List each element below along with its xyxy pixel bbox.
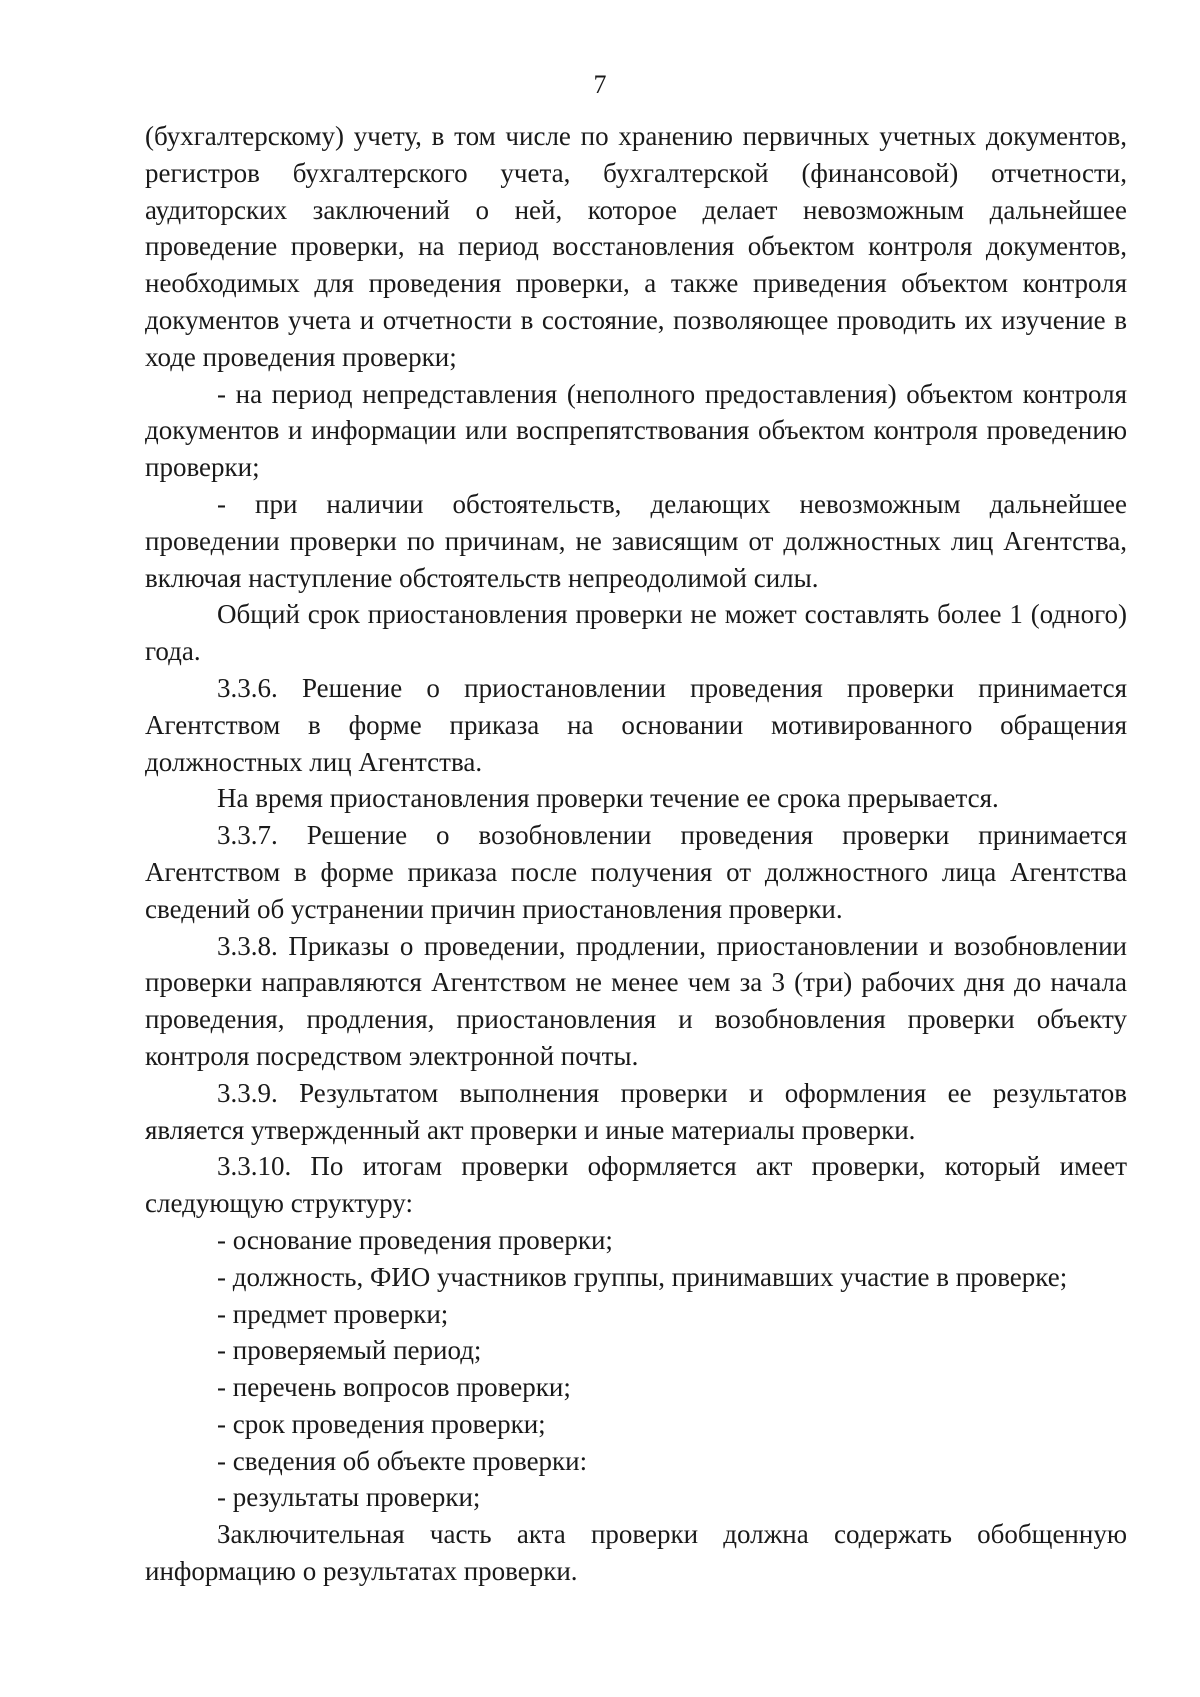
list-item: - перечень вопросов проверки; xyxy=(217,1372,571,1403)
document-body xyxy=(145,118,1127,1590)
paragraph-continuation: (бухгалтерскому) учету, в том числе по хранению первичных учетных документов, регистров бухгалтерского учета, бухгалтерской (финансовой) отчетности, аудиторских заключений о ней, которое делает невозможным дальнейшее проведение проверки, на период восстановления объектом контроля документов, необходимых для проведения проверки, а также приведения объектом контроля документов учета и отчетности в состояние, позволяющее проводить их изучение в ходе проведения проверки; xyxy=(145,121,1127,372)
list-item: - результаты проверки; xyxy=(217,1482,481,1513)
paragraph-item-nonsubmission: - на период непредставления (неполного предоставления) объектом контроля документов и информации или воспрепятствования объектом контроля проведению проверки; xyxy=(145,378,1127,483)
paragraph-suspension-term: Общий срок приостановления проверки не может составлять более 1 (одного) года. xyxy=(145,599,1127,667)
paragraph-3-3-9: 3.3.9. Результатом выполнения проверки и оформления ее результатов является утвержденный акт проверки и иные материалы проверки. xyxy=(145,1077,1127,1145)
list-item: - сведения об объекте проверки: xyxy=(217,1445,588,1476)
paragraph-3-3-7: 3.3.7. Решение о возобновлении проведения проверки принимается Агентством в форме приказа после получения от должностного лица Агентства сведений об устранении причин приостановления проверки. xyxy=(145,820,1127,924)
paragraph-3-3-6: 3.3.6. Решение о приостановлении проведения проверки принимается Агентством в форме приказа на основании мотивированного обращения должностных лиц Агентства. xyxy=(145,672,1127,777)
page-number: 7 xyxy=(593,70,607,99)
paragraph-3-3-10: 3.3.10. По итогам проверки оформляется акт проверки, который имеет следующую структуру: xyxy=(145,1151,1127,1219)
list-item: - проверяемый период; xyxy=(217,1335,482,1366)
list-item: - предмет проверки; xyxy=(217,1298,449,1329)
paragraph-term-interruption: На время приостановления проверки течение ее срока прерывается. xyxy=(217,783,999,814)
paragraph-closing: Заключительная часть акта проверки должна содержать обобщенную информацию о результатах проверки. xyxy=(145,1519,1127,1587)
paragraph-3-3-8: 3.3.8. Приказы о проведении, продлении, приостановлении и возобновлении проверки направляются Агентством не менее чем за 3 (три) рабочих дня до начала проведения, продления, приостановления и возобновления проверки объекту контроля посредством электронной почты. xyxy=(145,930,1127,1071)
list-item: - должность, ФИО участников группы, принимавших участие в проверке; xyxy=(217,1261,1068,1292)
list-item: - срок проведения проверки; xyxy=(217,1408,546,1439)
paragraph-item-force-majeure: - при наличии обстоятельств, делающих невозможным дальнейшее проведении проверки по причинам, не зависящим от должностных лиц Агентства, включая наступление обстоятельств непреодолимой силы. xyxy=(145,488,1127,593)
list-item: - основание проведения проверки; xyxy=(217,1224,613,1255)
